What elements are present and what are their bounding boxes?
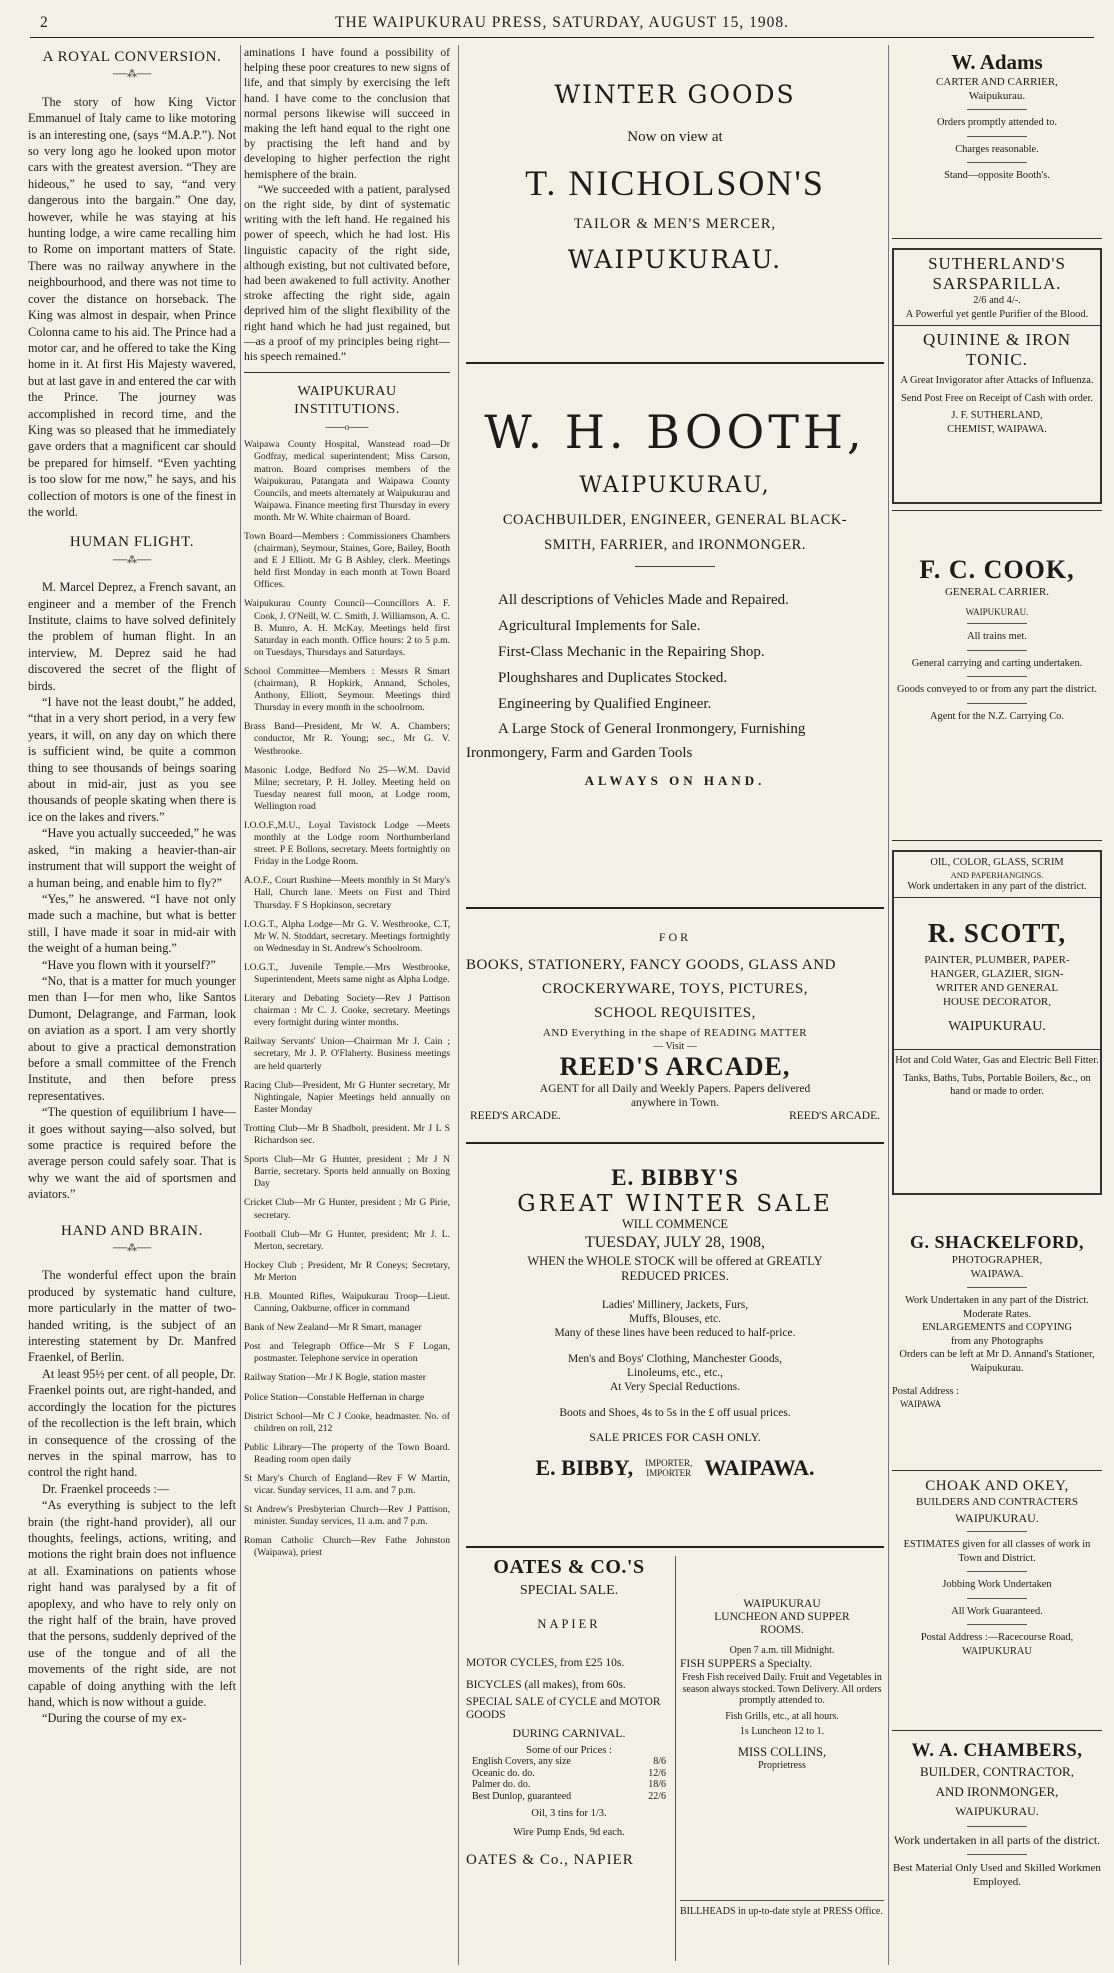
ad-line: Stand—opposite Booth's.	[944, 170, 1050, 181]
price-value: 18/6	[648, 1779, 666, 1790]
ad-heading: WAIPUKURAU	[743, 1598, 821, 1610]
ad-line: At Very Special Reductions.	[609, 1381, 741, 1393]
ad-line: GENERAL CARRIER.	[944, 586, 1050, 598]
ad-name: CHOAK AND OKEY,	[925, 1478, 1069, 1494]
ad-name: T. NICHOLSON'S	[525, 163, 825, 203]
price-item: Oceanic do. do.	[472, 1767, 535, 1779]
ad-name: REED'S ARCADE,	[559, 1052, 791, 1081]
ad-line: Jobbing Work Undertaken	[942, 1579, 1052, 1590]
ad-line: anywhere in Town.	[630, 1097, 720, 1109]
ad-line: WRITER AND GENERAL	[935, 982, 1059, 994]
ad-line: Send Post Free on Receipt of Cash with order.	[901, 392, 1093, 404]
ad-line: AGENT for all Daily and Weekly Papers. Papers delivered	[539, 1083, 811, 1095]
article-paragraph: M. Marcel Deprez, a French savant, an engineer and a member of the French Institute, claims to have solved definitely the problem of human flight. In an interview, M. Deprez said he had discovered the secret of the flight of birds.	[28, 580, 236, 693]
ad-line: Agricultural Implements for Sale.	[498, 618, 701, 634]
articles-column	[28, 45, 236, 1727]
price-value: 8/6	[653, 1756, 666, 1767]
ad-name: R. SCOTT,	[927, 918, 1067, 948]
institution-entry: Cricket Club—Mr G Hunter, president ; Mr G Pirie, secretary.	[244, 1197, 450, 1221]
article-paragraph: “Have you actually succeeded,” he was asked, “in making a heavier-than-air instrument that will support the weight of a human being, and enable him to fly?”	[28, 826, 236, 890]
ad-line: Ladies' Millinery, Jackets, Furs,	[601, 1299, 749, 1311]
ad-booth	[466, 405, 884, 789]
ad-line: CROCKERYWARE, TOYS, PICTURES,	[541, 981, 809, 997]
ad-name: MISS COLLINS,	[737, 1744, 827, 1759]
ad-line: SMITH, FARRIER, and IRONMONGER.	[544, 537, 806, 553]
institution-entry: Racing Club—President, Mr G Hunter secretary, Mr Nightingale, Napier Meetings held annually on Easter Monday	[244, 1079, 450, 1115]
article-paragraph: Dr. Fraenkel proceeds :—	[42, 1481, 170, 1496]
ad-line: BUILDERS AND CONTRACTERS	[916, 1496, 1078, 1508]
ad-line: Waipukurau.	[968, 90, 1026, 102]
ad-line: Goods conveyed to or from any part the district.	[897, 684, 1097, 695]
ad-line: ALWAYS ON HAND.	[584, 773, 766, 788]
ad-line: Some of our Prices :	[526, 1745, 612, 1756]
ad-luncheon-rooms	[680, 1598, 884, 1771]
masthead-bar	[30, 8, 1094, 38]
ad-line: A Powerful yet gentle Purifier of the Blood.	[905, 308, 1089, 320]
ad-line: Boots and Shoes, 4s to 5s in the £ off usual prices.	[559, 1407, 791, 1419]
ad-oates	[466, 1556, 672, 1869]
institution-entry: St Mary's Church of England—Rev F W Martin, vicar. Sunday services, 11 a.m. and 7 p.m.	[244, 1473, 450, 1497]
institution-entry: I.O.O.F.,M.U., Loyal Tavistock Lodge —Meets monthly at the Lodge room Northumberland street. P E Bollons, secretary. Meets fortnightly on Friday in the Lodge Room.	[244, 819, 450, 868]
ad-line: Orders can be left at Mr D. Annand's Stationer, Waipukurau.	[899, 1349, 1095, 1374]
ad-line: Muffs, Blouses, etc.	[628, 1313, 722, 1325]
ad-line: Linoleums, etc., etc.,	[626, 1367, 724, 1379]
price-item: Best Dunlop, guaranteed	[472, 1790, 572, 1802]
institution-entry: H.B. Mounted Rifles, Waipukurau Troop—Lieut. Canning, Oakburne, officer in command	[244, 1290, 450, 1315]
ad-line: TAILOR & MEN'S MERCER,	[573, 216, 777, 232]
ad-line: Fish Grills, etc., at all hours.	[725, 1710, 839, 1722]
divider-ornament: ──⁂──	[112, 69, 152, 81]
ad-town: WAIPUKURAU.	[948, 1019, 1046, 1034]
ad-line: Wire Pump Ends, 9d each.	[513, 1827, 625, 1838]
ad-line: First-Class Mechanic in the Repairing Shop.	[498, 644, 765, 660]
ad-line: Work undertaken in any part of the district.	[907, 880, 1087, 892]
ad-line: TUESDAY, JULY 28, 1908,	[584, 1234, 766, 1251]
institution-entry: Roman Catholic Church—Rev Fathe Johnston (Waipawa), priest	[244, 1535, 450, 1559]
column-rule	[240, 45, 241, 1965]
ad-line: Moderate Rates.	[962, 1308, 1032, 1320]
price-value: 22/6	[648, 1790, 666, 1802]
column-rule	[675, 1556, 676, 1961]
ad-town: WAIPUKURAU.	[955, 1511, 1039, 1525]
ad-line: Hot and Cold Water, Gas and Electric Bell Fitter.	[895, 1055, 1099, 1066]
institution-entry: Waipukurau County Council—Councillors A. F. Cook, J. O'Neill, W. C. Smith, J. Williamson, A. C. B. Munro, A. H. McKay. Meetings held first Saturday in each month. Office hours: 2 to 5 p.m. on Tuesdays, Thursdays and Saturdays.	[244, 598, 450, 658]
ad-line: All trains met.	[967, 631, 1027, 642]
ad-line: ENLARGEMENTS and COPYING	[921, 1322, 1073, 1333]
ad-heading: SUTHERLAND'S	[928, 254, 1066, 273]
article-paragraph: “As everything is subject to the left brain (the right-hand provider), all our thoughts, feelings, actions, writing, and motions the right brain does not influence at all. Examinations on patients whose right hand was paralysed by a fit of apoplexy, and who have to rely only on the right half of the brain, have proved that the persons, suddenly deprived of the use of the tongue and of all the movements of the right side, are not capable of doing anything with the left hand, which is now without a guide.	[28, 1498, 236, 1709]
ad-line: WAIPUKURAU.	[965, 607, 1029, 617]
ad-line: Postal Address :	[892, 1386, 959, 1397]
ad-line: SPECIAL SALE of CYCLE and MOTOR GOODS	[466, 1696, 661, 1721]
article-paragraph: “Yes,” he answered. “I have not only made such a machine, but what is better still, I have made it soar in mid-air with the weight of a human being.”	[28, 891, 236, 956]
ad-line: — Visit —	[653, 1041, 697, 1052]
ad-line: Ironmongery, Farm and Garden Tools	[466, 745, 693, 761]
ad-line: Best Material Only Used and Skilled Workmen Employed.	[893, 1862, 1101, 1888]
ad-heading: WINTER GOODS	[554, 80, 796, 109]
article-paragraph: The wonderful effect upon the brain produced by systematic hand culture, more particularly in the matter of two-handed writing, is the subject of an interesting statement by Dr. Manfred Fraenkel, of Berlin.	[28, 1268, 236, 1365]
ad-line: SCHOOL REQUISITES,	[594, 1005, 756, 1021]
price-item: Palmer do. do.	[472, 1779, 531, 1790]
ad-heading: LUNCHEON AND SUPPER	[714, 1611, 850, 1623]
page-number: 2	[40, 14, 49, 31]
ad-line: MOTOR CYCLES, from £25 10s.	[466, 1657, 625, 1669]
masthead-title: THE WAIPUKURAU PRESS, SATURDAY, AUGUST 15, 1908.	[335, 14, 789, 31]
ad-line: REDUCED PRICES.	[621, 1269, 729, 1283]
divider-ornament: ──⁂──	[112, 1243, 152, 1255]
price-row	[472, 1791, 666, 1803]
ad-chambers	[892, 1740, 1102, 1889]
institutions-title: WAIPUKURAU INSTITUTIONS.	[294, 384, 400, 418]
ad-divider	[466, 1546, 884, 1548]
column-rule	[458, 45, 459, 1965]
ad-line: Agent for the N.Z. Carrying Co.	[930, 710, 1064, 722]
ad-name: G. SHACKELFORD,	[909, 1232, 1085, 1252]
ad-line: AND Everything in the shape of READING MATTER	[542, 1027, 808, 1039]
ad-line: COACHBUILDER, ENGINEER, GENERAL BLACK-	[502, 512, 848, 528]
ad-name: W. A. CHAMBERS,	[911, 1740, 1083, 1761]
divider-ornament: ───o───	[325, 422, 369, 433]
article-paragraph: “We succeeded with a patient, paralysed on the right side, by dint of systematic writing with the left hand. He regained his power of speech, which he had lost. His linguistic capacity of the right side, although existing, but not cultivated before, had been awakened to full activity. Another stroke affecting the right side, again deprived him of the slight flexibility of the right hand which he had just regained, but—as a proof of my principles being right—his speech remained.”	[244, 182, 450, 364]
institution-entry: Police Station—Constable Heffernan in charge	[244, 1391, 425, 1403]
institutions-list	[244, 439, 450, 1559]
column-rule	[888, 45, 889, 1965]
ad-line: Men's and Boys' Clothing, Manchester Goods,	[567, 1353, 782, 1365]
ad-heading: QUININE & IRON	[922, 330, 1072, 349]
ad-line: Fresh Fish received Daily. Fruit and Vegetables in season always stocked. Town Delivery. All orders promptly attended to.	[682, 1672, 882, 1706]
ad-town: WAIPUKURAU,	[579, 473, 771, 498]
ad-line: 1s Luncheon 12 to 1.	[739, 1725, 825, 1737]
price-row	[472, 1768, 666, 1780]
ad-line: Orders promptly attended to.	[936, 117, 1058, 128]
ad-line: DURING CARNIVAL.	[512, 1726, 626, 1740]
ad-scott	[892, 850, 1102, 1195]
ad-shackelford	[892, 1232, 1102, 1409]
institution-entry: Football Club—Mr G Hunter, president; Mr J. L. Merton, secretary.	[244, 1228, 450, 1252]
ad-cook	[892, 555, 1102, 723]
ad-reeds-arcade	[466, 930, 884, 1122]
institution-entry: School Committee—Members : Messrs R Smart (chairman), R Hopkirk, Annand, Scholes, Anthony, Elliott, Seymour. Meetings third Thursday in every month in the schoolroom.	[244, 665, 450, 714]
ad-bibby	[466, 1165, 884, 1481]
ad-line: IMPORTER	[646, 1468, 692, 1478]
article-paragraph: The story of how King Victor Emmanuel of Italy came to like motoring is an interesting one, (says “M.A.P.”). Not so very long ago he looked upon motor cars with the greatest aversion. “They are hideous,” he used to say, “and very dangerous into the bargain.” One day, however, while he was staying at his hunting lodge, a wire came recalling him to Rome on important matters of State. There was no railway anywhere in the neighbourhood, and there was not time to cover the distance on horseback. The King was almost in despair, when Prince Colonna came to his aid. The Prince had a motor car, and he offered to take the King home in it. At first His Majesty wavered, but at last gave in and entered the car with the Prince. The journey was accomplished in record time, and the King was so pleased that he immediately gave orders that a magnificent car should be prepared for himself. “Even yachting is too slow for me now,” he says, and his collection of motors is one of the finest in the world.	[28, 94, 236, 519]
ad-name: OATES & CO.'S	[493, 1556, 645, 1578]
article-title: HAND AND BRAIN.	[61, 1222, 203, 1239]
ad-line: WAIPAWA	[900, 1398, 941, 1409]
article-paragraph: “During the course of my ex-	[42, 1711, 187, 1726]
ad-line: Proprietress	[758, 1759, 806, 1771]
ad-line: Tanks, Baths, Tubs, Portable Boilers, &c., on hand or made to order.	[903, 1072, 1091, 1097]
ad-line: HOUSE DECORATOR,	[943, 996, 1051, 1008]
ad-line: Engineering by Qualified Engineer.	[498, 696, 712, 712]
ad-line: A Large Stock of General Ironmongery, Furnishing	[498, 721, 806, 737]
ad-line: OIL, COLOR, GLASS, SCRIM	[930, 857, 1064, 868]
institution-entry: Railway Station—Mr J K Bogle, station master	[244, 1372, 426, 1384]
article-paragraph: “I have not the least doubt,” he added, “that in a very short period, in a very few years, it will, on any day on which there is sufficient wind, be quite a common thing to see thousands of beings soaring about in mid-air, just as you see thousands of people skating when there is ice on the lakes and rivers.”	[28, 695, 236, 824]
price-row	[472, 1779, 666, 1791]
ad-line: PAINTER, PLUMBER, PAPER-	[924, 954, 1070, 966]
ad-line: NAPIER	[537, 1617, 601, 1631]
ad-line: FOR	[658, 930, 692, 944]
ad-line: General carrying and carting undertaken.	[911, 657, 1083, 669]
ad-line: Ploughshares and Duplicates Stocked.	[498, 670, 728, 686]
institution-entry: I.O.G.T., Alpha Lodge—Mr G. V. Westbrooke, C.T, Mr W. N. Stoddart, secretary. Meetings fortnightly on Wednesday in St. Andrew's Schoolroom.	[244, 918, 450, 954]
article-paragraph: aminations I have found a possibility of helping these poor creatures to new signs of life, and that simply by exercising the left hand. I have come to the conclusion that normal persons likewise will succeed in making the left hand equal to the right one by practising the left hand and by developing to higher perfection the right hemisphere of the brain.	[244, 46, 450, 181]
ad-heading: GREAT WINTER SALE	[517, 1191, 833, 1217]
institution-entry: St Andrew's Presbyterian Church—Rev J Pattison, minister. Sunday services, 11 a.m. and 7 p.m.	[244, 1504, 450, 1528]
ad-adams	[892, 50, 1102, 183]
ad-name: F. C. COOK,	[919, 555, 1075, 584]
ad-line: Oil, 3 tins for 1/3.	[531, 1808, 607, 1819]
ad-line: WAIPAWA.	[970, 1268, 1024, 1280]
ad-heading: ROOMS.	[760, 1624, 804, 1636]
ad-name: OATES & Co., NAPIER	[466, 1852, 634, 1868]
ad-divider	[466, 907, 884, 909]
ad-billheads: BILLHEADS in up-to-date style at PRESS Office.	[680, 1906, 883, 1917]
article-paragraph: “No, that is a matter for much younger men than I—for men who, like Santos Dumont, Delagrange, and Farman, look on aviation as a sport. I am very shortly about to give a practical demonstration before a small committee of the French Institute, and then before press representatives.	[28, 973, 236, 1103]
ad-name: W. Adams	[951, 50, 1043, 74]
ad-heading: SPECIAL SALE.	[519, 1583, 619, 1598]
ad-line: from any Photographs	[950, 1335, 1044, 1347]
ad-line: CARTER AND CARRIER,	[936, 76, 1058, 88]
ad-name: E. BIBBY,	[535, 1455, 634, 1480]
ad-name: E. BIBBY'S	[611, 1165, 739, 1190]
ad-line: BICYCLES (all makes), from 60s.	[466, 1679, 626, 1691]
ad-line: CHEMIST, WAIPAWA.	[947, 423, 1047, 435]
ad-line: IMPORTER,	[645, 1458, 693, 1468]
institution-entry: A.O.F., Court Rushine—Meets monthly in St Mary's Hall, Church lane. Meets on First and Third Thursday. F S Hopkinson, secretary	[244, 875, 450, 911]
ad-line: PHOTOGRAPHER,	[951, 1254, 1043, 1266]
ad-line: Work undertaken in all parts of the district.	[893, 1833, 1101, 1847]
ad-line: A Great Invigorator after Attacks of Influenza.	[900, 375, 1094, 386]
ad-divider	[466, 1142, 884, 1144]
institution-entry: Bank of New Zealand—Mr R Smart, manager	[244, 1322, 422, 1334]
ad-line: Now on view at	[627, 129, 723, 145]
divider-ornament: ──⁂──	[112, 554, 152, 566]
article-paragraph: “The question of equilibrium I have—it goes without saying—also solved, but some practice is required before the average person could safely soar. That is why we want the aid of sportsmen and aviators.”	[28, 1105, 236, 1202]
ad-line: Work Undertaken in any part of the District.	[905, 1295, 1089, 1306]
ad-name: J. F. SUTHERLAND,	[951, 410, 1043, 421]
article-title: HUMAN FLIGHT.	[69, 534, 195, 551]
ad-choak-okey	[892, 1478, 1102, 1658]
ad-heading: TONIC.	[966, 350, 1028, 369]
ad-town: WAIPAWA.	[704, 1455, 815, 1480]
ad-line: ESTIMATES given for all classes of work in Town and District.	[903, 1539, 1091, 1564]
article-paragraph: “Have you flown with it yourself?”	[42, 957, 216, 972]
institution-entry: Sports Club—Mr G Hunter, president ; Mr J N Barrie, secretary. Sports held annually on Boxing Day	[244, 1154, 450, 1190]
institution-entry: Brass Band—President, Mr W. A. Chambers; conductor, Mr R. Young; sec., Mr G. V. Westbrooke.	[244, 721, 450, 757]
institution-entry: District School—Mr C J Cooke, headmaster. No. of children on roll, 212	[244, 1410, 450, 1434]
ad-town: WAIPUKURAU.	[955, 1804, 1039, 1818]
ad-line: AND IRONMONGER,	[935, 1784, 1059, 1799]
ad-nicholson	[466, 80, 884, 274]
ad-name: W. H. BOOTH,	[484, 405, 866, 459]
ad-line: WILL COMMENCE	[621, 1217, 729, 1231]
ad-line: AND PAPERHANGINGS.	[950, 869, 1044, 880]
article-title: A ROYAL CONVERSION.	[42, 49, 222, 65]
ad-line: Charges reasonable.	[955, 143, 1039, 155]
institution-entry: I.O.G.T., Juvenile Temple.—Mrs Westbrooke, Superintendent, Meets same night as Alpha Lodge.	[244, 961, 450, 986]
institution-entry: Hockey Club ; President, Mr R Coneys; Secretary, Mr Merton	[244, 1259, 450, 1283]
institution-entry: Masonic Lodge, Bedford No 25—W.M. David Milne; secretary, P. H. Jolley. Meeting held on Tuesday nearest full moon, at Lodge room, Wellington road	[244, 764, 450, 812]
institution-entry: Public Library—The property of the Town Board. Reading room open daily	[244, 1441, 450, 1465]
ad-line: FISH SUPPERS a Specialty.	[680, 1658, 813, 1670]
institution-entry: Post and Telegraph Office—Mr S F Logan, postmaster. Telephone service in operation	[244, 1341, 450, 1365]
ad-line: BOOKS, STATIONERY, FANCY GOODS, GLASS AND	[466, 957, 836, 973]
institution-entry: Town Board—Members : Commissioners Chambers (chairman), Seymour, Staines, Gore, Bailey, Booth and E J Elliott. Mr G B Ashley, clerk. Meetings held first Monday in each month at Town Board Offices.	[244, 531, 450, 591]
ad-line: REED'S ARCADE.	[789, 1110, 880, 1122]
ad-line: WHEN the WHOLE STOCK will be offered at GREATLY	[527, 1254, 823, 1268]
price-value: 12/6	[648, 1767, 666, 1779]
article-paragraph: At least 95½ per cent. of all people, Dr. Fraenkel points out, are right-handed, and accordingly the location for the pictures of the recollection is the left brain, which in consequence of the crossing of the nerves in the spinal marrow, has to control the right hand.	[28, 1366, 236, 1480]
ad-line: Many of these lines have been reduced to half-price.	[554, 1327, 796, 1339]
ad-line: BUILDER, CONTRACTOR,	[920, 1764, 1074, 1779]
institutions-column	[244, 45, 450, 1567]
ad-line: SALE PRICES FOR CASH ONLY.	[589, 1430, 761, 1444]
ad-line: Postal Address :—Racecourse Road, WAIPUKURAU	[920, 1632, 1074, 1657]
ad-line: Open 7 a.m. till Midnight.	[729, 1645, 835, 1656]
institution-entry: Trotting Club—Mr B Shadbolt, president. Mr J L S Richardson sec.	[244, 1122, 450, 1147]
ad-line: HANGER, GLAZIER, SIGN-	[930, 968, 1064, 980]
ad-divider	[466, 362, 884, 364]
institution-entry: Waipawa County Hospital, Wanstead road—Dr Godfray, medical superintendent; Miss Carson, matron. Board comprises members of the Waipukurau, Patangata and Waipawa County Councils, and meets alternately at Waipukurau and Waipawa. Finance meeting first Thursday in every month. Mr W. White chairman of Board.	[244, 439, 450, 523]
ad-line: REED'S ARCADE.	[470, 1110, 561, 1122]
ad-line: All descriptions of Vehicles Made and Repaired.	[498, 592, 789, 608]
ad-line: 2/6 and 4/-.	[973, 295, 1021, 306]
institution-entry: Railway Servants' Union—Chairman Mr J. Cain ; secretary, Mr J. P. O'Flaherty. Business meetings are held quarterly	[244, 1036, 450, 1072]
ad-sutherland	[892, 248, 1102, 504]
institution-entry: Literary and Debating Society—Rev J Pattison chairman : Mr C. J. Cooke, secretary. Meetings every fortnight during winter months.	[244, 993, 450, 1029]
price-item: English Covers, any size	[472, 1756, 571, 1767]
ad-heading: SARSPARILLA.	[932, 274, 1062, 293]
ad-town: WAIPUKURAU.	[567, 245, 783, 274]
price-row	[472, 1756, 666, 1768]
ad-line: All Work Guaranteed.	[951, 1605, 1043, 1617]
